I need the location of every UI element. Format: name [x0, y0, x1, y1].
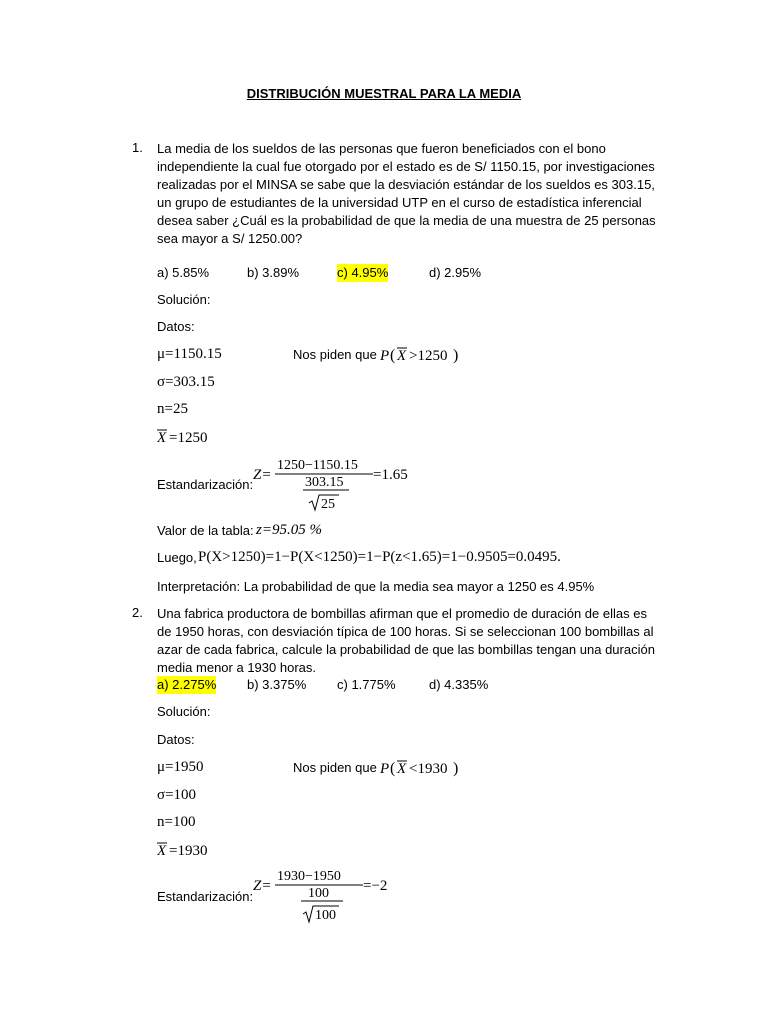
q2-xbar-svg	[157, 840, 227, 860]
q1-line: desea saber ¿Cuál es la probabilidad de que la media de una muestra de 25 personas	[157, 213, 656, 228]
q1-valor-label: Valor de la tabla:	[157, 523, 254, 538]
q2-option-c: c) 1.775%	[337, 677, 396, 692]
q1-datos-label: Datos:	[157, 319, 195, 334]
q1-z-formula	[253, 455, 423, 515]
q2-z-formula	[253, 866, 413, 928]
q1-option-d: d) 2.95%	[429, 265, 482, 280]
z-denominator-root: 100	[315, 908, 336, 923]
z-lhs: Z=	[253, 878, 272, 894]
q2-n: n=100	[157, 814, 196, 830]
q1-luego-label: Luego,	[157, 550, 197, 565]
svg-text:P: P	[380, 348, 390, 364]
q1-solucion-label: Solución:	[157, 292, 211, 307]
z-denominator-numerator: 303.15	[305, 475, 344, 490]
q2-sigma: σ=100	[157, 787, 197, 803]
svg-text:(: (	[390, 347, 396, 364]
q1-line: sea mayor a S/ 1250.00?	[157, 231, 303, 246]
q2-datos-label: Datos:	[157, 732, 195, 747]
q1-line: La media de los sueldos de las personas que fueron beneficiados con el bono	[157, 141, 606, 156]
q2-probability-svg	[380, 758, 470, 778]
q1-interpretacion: Interpretación: La probabilidad de que la media sea mayor a 1250 es 4.95%	[157, 579, 595, 594]
svg-text:=1930: =1930	[169, 843, 208, 859]
svg-text:(: (	[390, 760, 396, 777]
z-numerator: 1930−1950	[277, 869, 341, 884]
svg-text:X: X	[157, 843, 167, 859]
question-2-number: 2.	[132, 605, 143, 620]
q1-mu: μ=1150.15	[157, 346, 222, 362]
q1-probability-svg	[380, 345, 470, 365]
z-denominator-root: 25	[321, 497, 335, 512]
svg-text:=1250: =1250	[169, 430, 208, 446]
q2-solucion-label: Solución:	[157, 704, 211, 719]
q2-line: azar de cada fabrica, calcule la probabilidad de que las bombillas tengan una duración	[157, 642, 655, 657]
q1-luego-math: P(X>1250)=1−P(X<1250)=1−P(z<1.65)=1−0.9505=0.0495.	[198, 549, 561, 565]
q1-valor-math: z=95.05 %	[256, 522, 322, 538]
svg-text:X: X	[397, 348, 407, 364]
page-title: DISTRIBUCIÓN MUESTRAL PARA LA MEDIA	[246, 86, 522, 101]
z-result: =1.65	[373, 467, 408, 483]
svg-text:): )	[453, 347, 459, 364]
svg-text:): )	[453, 760, 459, 777]
q2-option-a-highlighted: a) 2.275%	[157, 677, 217, 692]
q1-option-a: a) 5.85%	[157, 265, 210, 280]
q2-line: media menor a 1930 horas.	[157, 660, 316, 675]
svg-text:<1930: <1930	[409, 761, 448, 777]
q2-xbar	[157, 840, 227, 865]
svg-text:>1250: >1250	[409, 348, 448, 364]
q1-option-b: b) 3.89%	[247, 265, 300, 280]
question-2-text	[157, 605, 657, 677]
q2-option-b: b) 3.375%	[247, 677, 307, 692]
q2-nos-piden: Nos piden que	[293, 760, 377, 775]
q1-xbar	[157, 427, 227, 452]
q1-sigma: σ=303.15	[157, 374, 215, 390]
q1-line: un grupo de estudiantes de la universidad UTP en el curso de estadística inferencial	[157, 195, 642, 210]
svg-text:X: X	[157, 430, 167, 446]
svg-text:X: X	[397, 761, 407, 777]
z-denominator-numerator: 100	[308, 886, 329, 901]
z-numerator: 1250−1150.15	[277, 458, 358, 473]
q2-estandarizacion-label: Estandarización:	[157, 889, 254, 904]
q1-nos-piden: Nos piden que	[293, 347, 377, 362]
q2-line: Una fabrica productora de bombillas afirman que el promedio de duración de ellas es	[157, 606, 647, 621]
q2-option-d: d) 4.335%	[429, 677, 489, 692]
q1-option-c-highlighted: c) 4.95%	[337, 265, 389, 280]
q1-xbar-svg	[157, 427, 227, 447]
q2-probability-expression	[380, 758, 470, 783]
question-1-number: 1.	[132, 140, 143, 155]
q2-line: de 1950 horas, con desviación típica de 100 horas. Si se seleccionan 100 bombillas al	[157, 624, 654, 639]
question-1-text	[157, 140, 657, 248]
q1-probability-expression	[380, 345, 470, 370]
q1-line: independiente la cual fue otorgado por el estado es de S/ 1150.15, por investigaciones	[157, 159, 655, 174]
q1-line: realizadas por el MINSA se sabe que la desviación estándar de los sueldos es 303.15,	[157, 177, 655, 192]
q1-n: n=25	[157, 401, 188, 417]
z-lhs: Z=	[253, 467, 272, 483]
q2-mu: μ=1950	[157, 759, 204, 775]
z-result: =−2	[363, 878, 388, 894]
q1-estandarizacion-label: Estandarización:	[157, 477, 254, 492]
svg-text:P: P	[380, 761, 390, 777]
